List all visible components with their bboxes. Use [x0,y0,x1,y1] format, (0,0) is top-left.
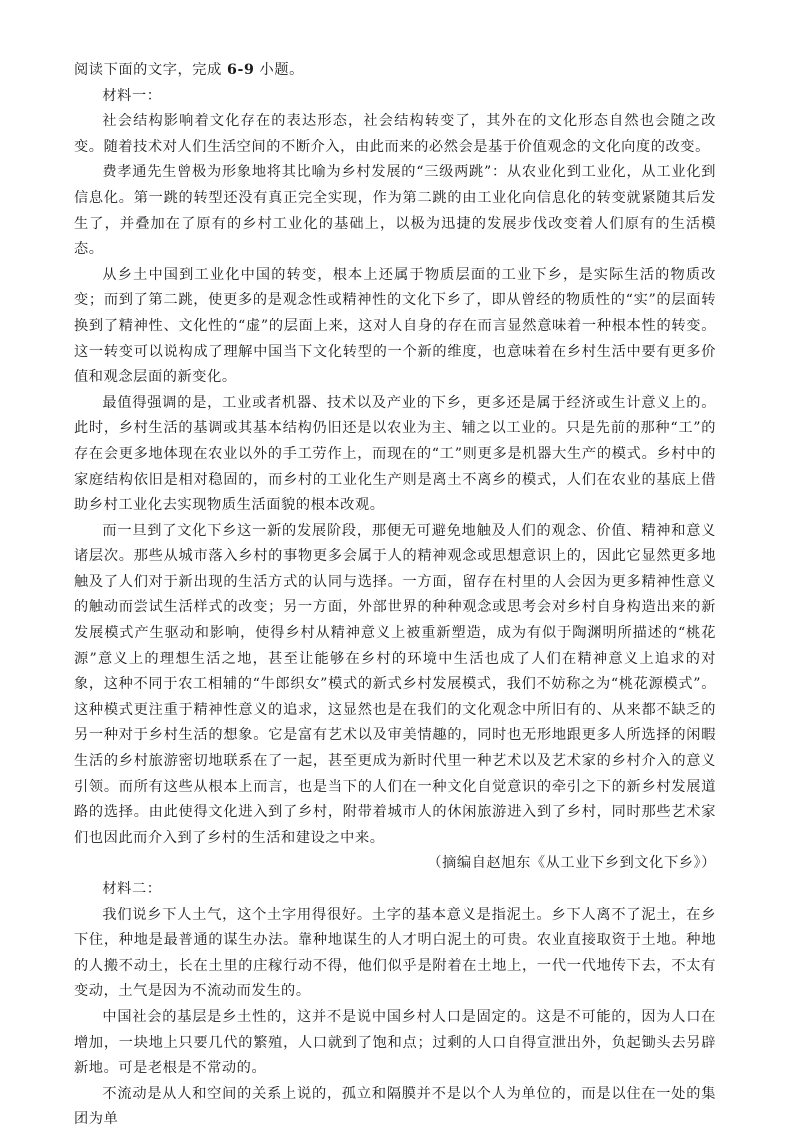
material-1-paragraph-1: 社会结构影响着文化存在的表达形态，社会结构转变了，其外在的文化形态自然也会随之改变。随着技术对人们生活空间的不断介入，由此而来的必然会是基于价值观念的文化向度的改变。 [74,113,716,155]
instruction-text: 阅读下面的文字，完成 [74,62,227,78]
material-1-paragraph-3: 从乡土中国到工业化中国的转变，根本上还属于物质层面的工业下乡，是实际生活的物质改变；而到了第二跳，使更多的是观念性或精神性的文化下乡了，即从曾经的物质性的“实”的层面转换到了精神性、文化性的“虚”的层面上来，这对人自身的存在而言显然意味着一种根本性的转变。这一转变可以说构成了理解中国当下文化转型的一个新的维度，也意味着在乡村生活中要有更多价值和观念层面的新变化。 [74,266,716,386]
material-1-paragraph-2: 费孝通先生曾极为形象地将其比喻为乡村发展的“三级两跳”：从农业化到工业化，从工业化到信息化。第一跳的转型还没有真正完全实现，作为第二跳的由工业化向信息化的转变就紧随其后发生了，并叠加在了原有的乡村工业化的基础上，以极为迅捷的发展步伐改变着人们原有的生活模态。 [74,164,716,258]
material-1-heading: 材料一： [102,87,162,104]
material-2-heading: 材料二： [102,881,162,897]
material-2-paragraph-1: 我们说乡下人土气，这个土字用得很好。土字的基本意义是指泥土。乡下人离不了泥土，在乡下住，种地是最普通的谋生办法。靠种地谋生的人才明白泥土的可贵。农业直接取资于土地。种地的人搬不动土，长在土里的庄稼行动不得，他们似乎是附着在土地上，一代一代地传下去，不太有变动，土气是因为不流动而发生的。 [74,906,716,1000]
question-instruction [74,58,716,84]
instruction-suffix: 小题。 [254,62,304,78]
material-1-paragraph-4: 最值得强调的是，工业或者机器、技术以及产业的下乡，更多还是属于经济或生计意义上的。此时，乡村生活的基调或其基本结构仍旧还是以农业为主、辅之以工业的。只是先前的那种“工”的存在会更多地体现在农业以外的手工劳作上，而现在的“工”则更多是机器大生产的模式。乡村中的家庭结构依旧是相对稳固的，而乡村的工业化生产则是离土不离乡的模式，人们在农业的基底上借助乡村工业化去实现物质生活面貌的根本改观。 [74,394,716,514]
question-range: 6-9 [227,62,255,78]
material-2-paragraph-2: 中国社会的基层是乡土性的，这并不是说中国乡村人口是固定的。这是不可能的，因为人口在增加，一块地上只要几代的繁殖，人口就到了饱和点；过剩的人口自得宣泄出外，负起锄头去另辟新地。可是老根是不常动的。 [74,1008,716,1077]
material-2-paragraph-3: 不流动是从人和空间的关系上说的，孤立和隔膜并不是以个人为单位的，而是以住在一处的集团为单 [74,1085,716,1128]
material-1-source: （摘编自赵旭东《从工业下乡到文化下乡》） [427,855,716,872]
material-1-paragraph-5: 而一旦到了文化下乡这一新的发展阶段，那便无可避免地触及人们的观念、价值、精神和意义诸层次。那些从城市落入乡村的事物更多会属于人的精神观念或思想意识上的，因此它显然更多地触及了人们对于新出现的生活方式的认同与选择。一方面，留存在村里的人会因为更多精神性意义的触动而尝试生活样式的改变；另一方面，外部世界的种种观念或思考会对乡村自身构造出来的新发展模式产生驱动和影响，使得乡村从精神意义上被重新塑造，成为有似于陶渊明所描述的“桃花源”意义上的理想生活之地，甚至让能够在乡村的环境中生活也成了人们在精神意义上追求的对象，这种不同于农工相辅的“牛郎织女”模式的新式乡村发展模式，我们不妨称之为“桃花源模式”。这种模式更注重于精神性意义的追求，这显然也是在我们的文化观念中所旧有的、从来都不缺乏的另一种对于乡村生活的想象。它是富有艺术以及审美情趣的，同时也无形地跟更多人所选择的闲暇生活的乡村旅游密切地联系在了一起，甚至更成为新时代里一种艺术以及艺术家的乡村介入的意义引领。而所有这些从根本上而言，也是当下的人们在一种文化自觉意识的牵引之下的新乡村发展道路的选择。由此使得文化进入到了乡村，附带着城市人的休闲旅游进入到了乡村，同时那些艺术家们也因此而介入到了乡村的生活和建设之中来。 [74,522,716,846]
